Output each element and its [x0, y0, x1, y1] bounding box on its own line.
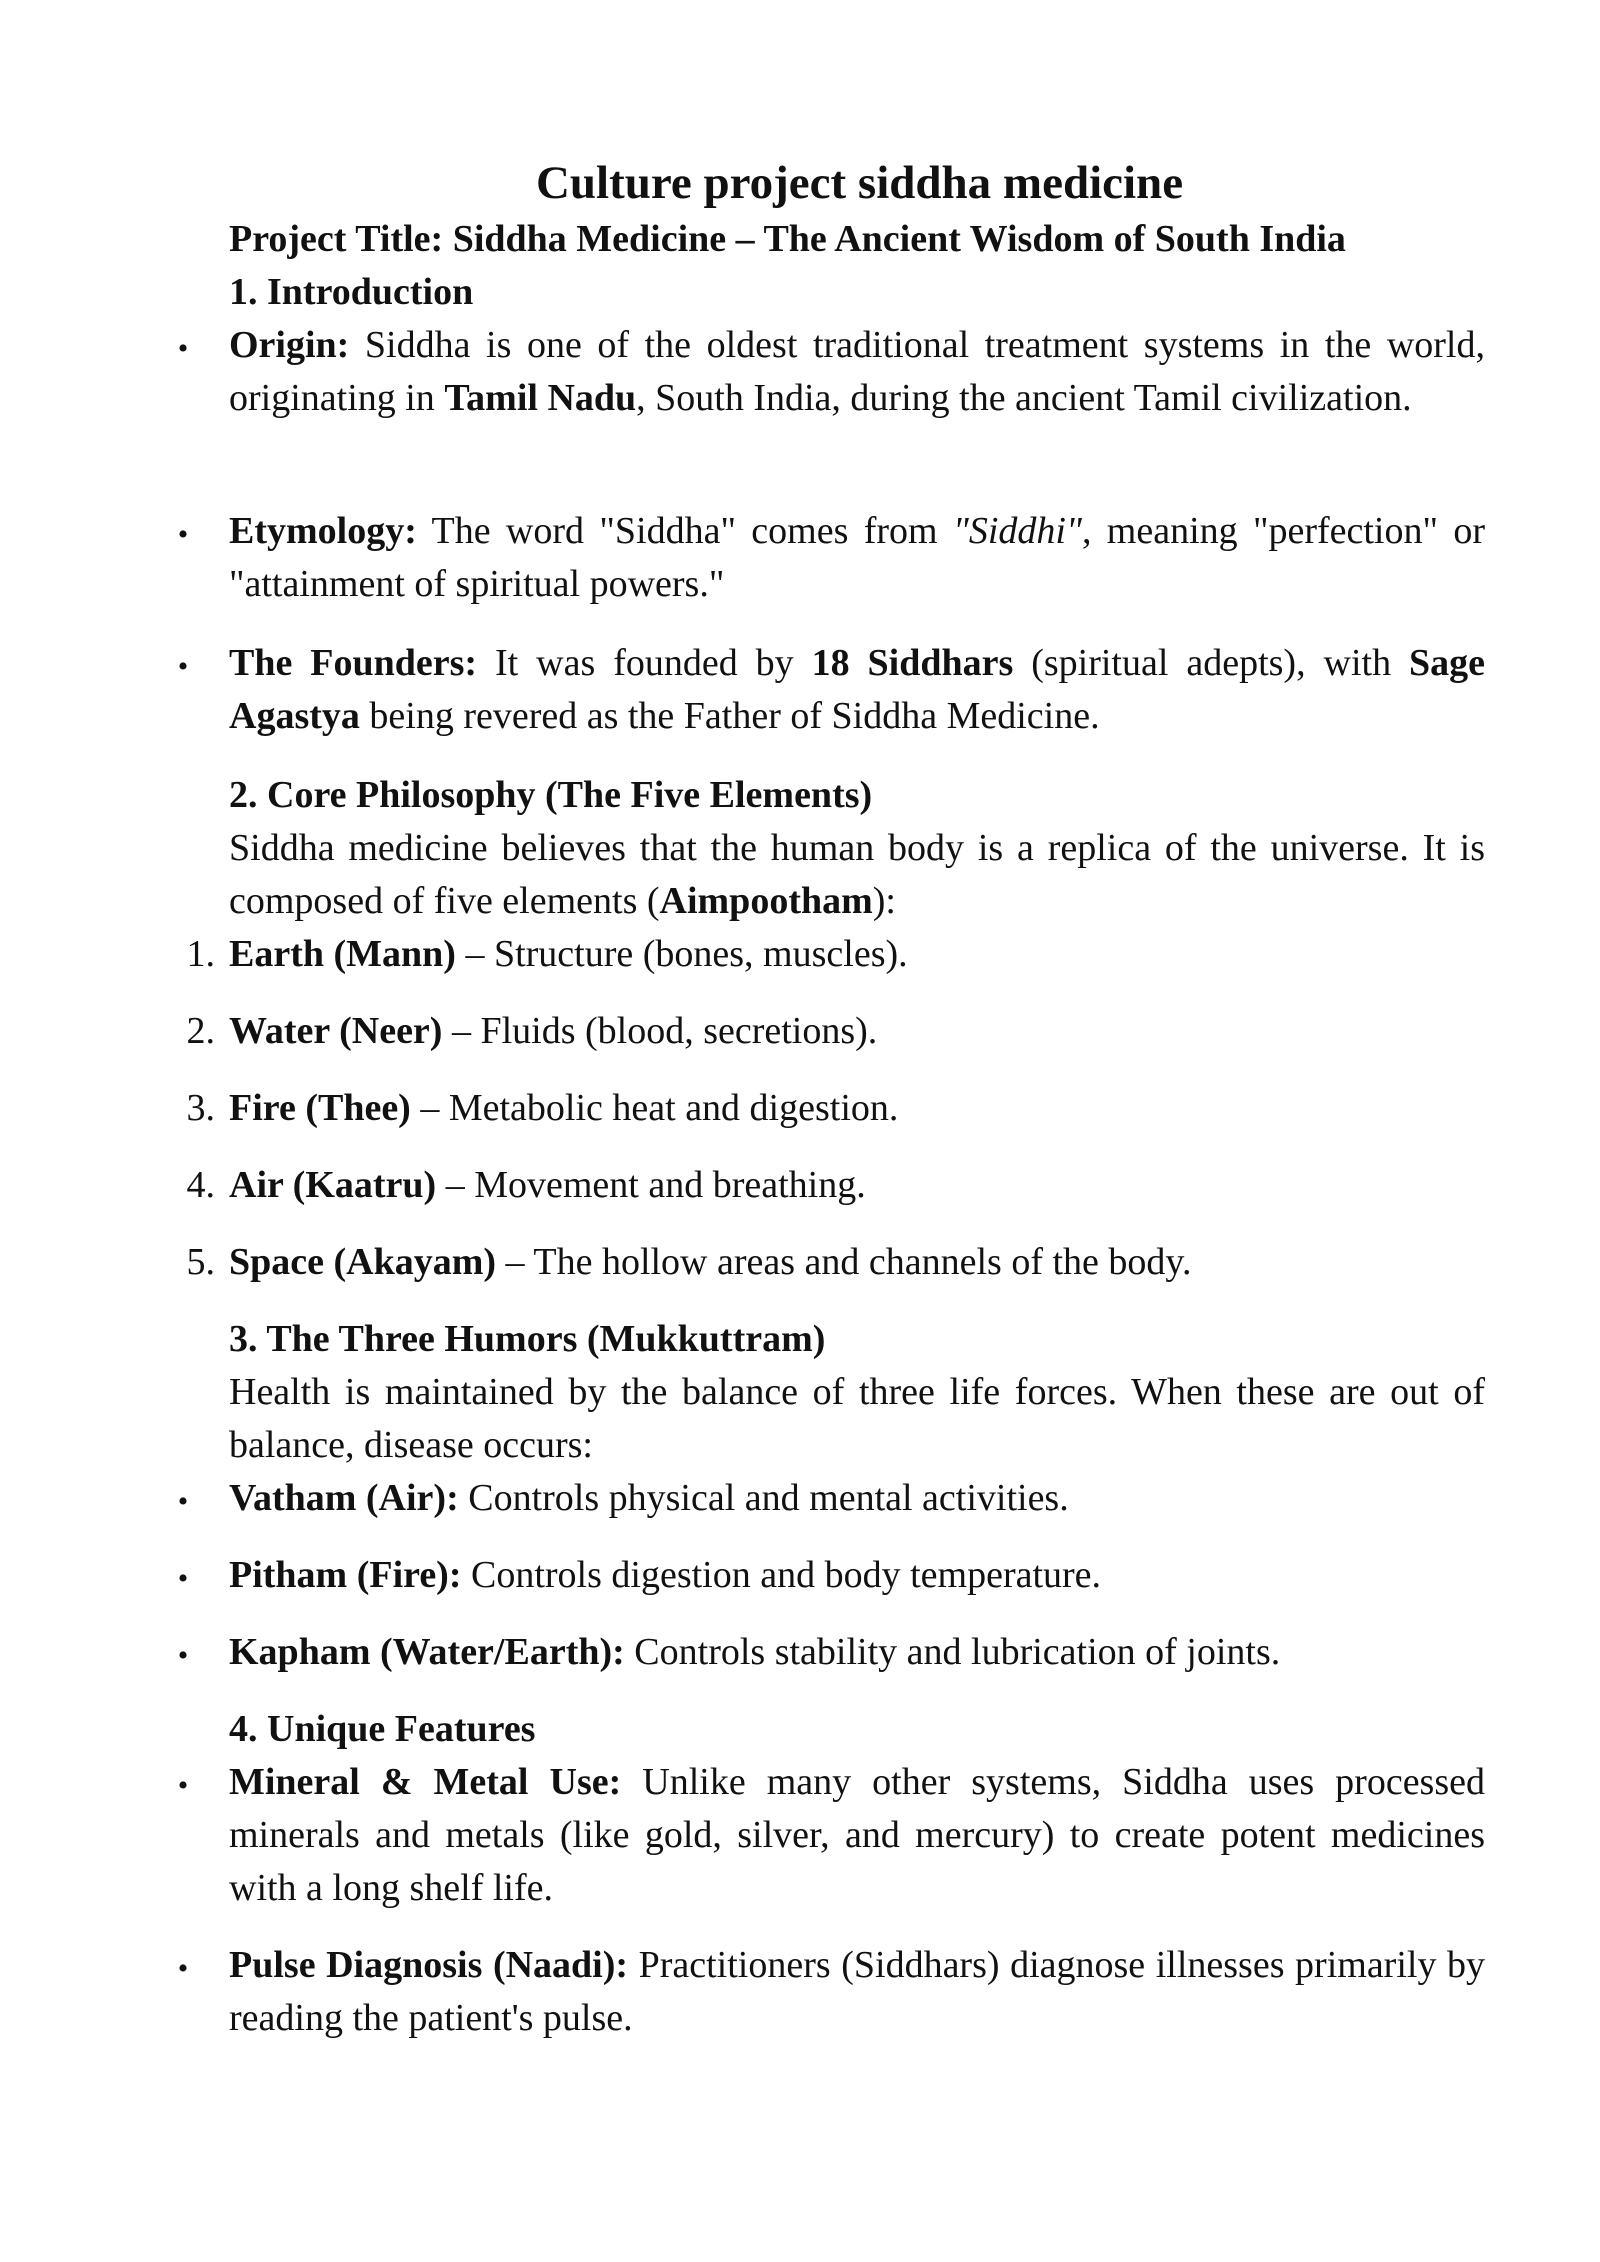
item-text: (spiritual adepts), with	[1013, 642, 1410, 684]
list-number: 2.	[186, 1010, 215, 1052]
list-item-etymology	[229, 505, 1485, 611]
section-1-heading: 1. Introduction	[229, 271, 474, 313]
list-item-pitham	[229, 1549, 1485, 1602]
bullet-icon: •	[177, 650, 189, 683]
list-number: 3.	[186, 1087, 215, 1129]
list-item-air	[229, 1159, 1485, 1212]
list-item-space	[229, 1236, 1485, 1289]
list-item-origin	[229, 319, 1485, 425]
bullet-icon: •	[177, 1562, 189, 1595]
item-emphasis: Sage Agastya	[229, 642, 1486, 737]
item-label: Water (Neer)	[229, 1010, 443, 1052]
item-text: Controls digestion and body temperature.	[461, 1554, 1102, 1596]
list-number: 1.	[186, 933, 215, 975]
item-text: It was founded by	[477, 642, 812, 684]
item-text: – Movement and breathing.	[436, 1164, 866, 1206]
list-item-founders	[229, 637, 1485, 743]
item-label: Origin:	[229, 324, 350, 366]
list-item-vatham	[229, 1472, 1485, 1525]
item-label: Pulse Diagnosis (Naadi):	[229, 1944, 629, 1986]
item-label: The Founders:	[229, 642, 478, 684]
item-text: Unlike many other systems, Siddha uses processed minerals and metals (like gold, silver, and mercury) to create potent medicines with a long shelf life.	[229, 1761, 1485, 1909]
item-italic: "Siddhi"	[952, 510, 1082, 552]
item-text: Siddha is one of the oldest traditional treatment systems in the world, originating in	[229, 324, 1485, 419]
list-item-pulse-diagnosis	[229, 1939, 1485, 2045]
bullet-icon: •	[177, 1952, 189, 1985]
list-item-water	[229, 1005, 1485, 1058]
document-title: Culture project siddha medicine	[535, 157, 1184, 209]
section-2-heading: 2. Core Philosophy (The Five Elements)	[229, 774, 873, 816]
item-text: Controls physical and mental activities.	[458, 1477, 1069, 1519]
list-number: 5.	[186, 1241, 215, 1283]
item-text: being revered as the Father of Siddha Medicine.	[359, 695, 1100, 737]
item-text: – The hollow areas and channels of the body.	[496, 1241, 1192, 1283]
intro-text: Siddha medicine believes that the human body is a replica of the universe. It is composed of five elements (	[229, 827, 1485, 922]
bullet-icon: •	[177, 1485, 189, 1518]
item-label: Vatham (Air):	[229, 1477, 459, 1519]
item-text: The word "Siddha" comes from	[416, 510, 953, 552]
section-2-intro	[229, 822, 1485, 928]
item-text: – Metabolic heat and digestion.	[410, 1087, 899, 1129]
item-text: Practitioners (Siddhars) diagnose illnesses primarily by reading the patient's pulse.	[229, 1944, 1486, 2039]
item-text: , South India, during the ancient Tamil civilization.	[636, 377, 1412, 419]
list-item-mineral-metal	[229, 1756, 1485, 1915]
section-4-heading: 4. Unique Features	[229, 1708, 536, 1750]
bullet-icon: •	[177, 332, 189, 365]
bullet-icon: •	[177, 518, 189, 551]
item-text: Controls stability and lubrication of joints.	[624, 1631, 1281, 1673]
list-item-kapham	[229, 1626, 1485, 1679]
intro-text: ):	[872, 880, 896, 922]
intro-emphasis: Aimpootham	[659, 880, 873, 922]
list-item-fire	[229, 1082, 1485, 1135]
item-text: – Fluids (blood, secretions).	[442, 1010, 878, 1052]
item-label: Etymology:	[229, 510, 417, 552]
bullet-icon: •	[177, 1769, 189, 1802]
section-3-intro: Health is maintained by the balance of three life forces. When these are out of balance, disease occurs:	[229, 1371, 1485, 1466]
item-label: Space (Akayam)	[229, 1241, 497, 1283]
item-text: , meaning "perfection" or "attainment of spiritual powers."	[229, 510, 1485, 605]
item-label: Air (Kaatru)	[229, 1164, 437, 1206]
item-label: Earth (Mann)	[229, 933, 456, 975]
item-label: Pitham (Fire):	[229, 1554, 462, 1596]
list-item-earth	[229, 928, 1485, 981]
item-emphasis: Tamil Nadu	[444, 377, 637, 419]
item-label: Mineral & Metal Use:	[229, 1761, 622, 1803]
item-text: – Structure (bones, muscles).	[455, 933, 908, 975]
item-label: Kapham (Water/Earth):	[229, 1631, 625, 1673]
section-3-heading: 3. The Three Humors (Mukkuttram)	[229, 1318, 826, 1360]
bullet-icon: •	[177, 1639, 189, 1672]
project-title: Project Title: Siddha Medicine – The Ancient Wisdom of South India	[229, 218, 1346, 260]
list-number: 4.	[186, 1164, 215, 1206]
item-label: Fire (Thee)	[229, 1087, 411, 1129]
item-emphasis: 18 Siddhars	[811, 642, 1014, 684]
